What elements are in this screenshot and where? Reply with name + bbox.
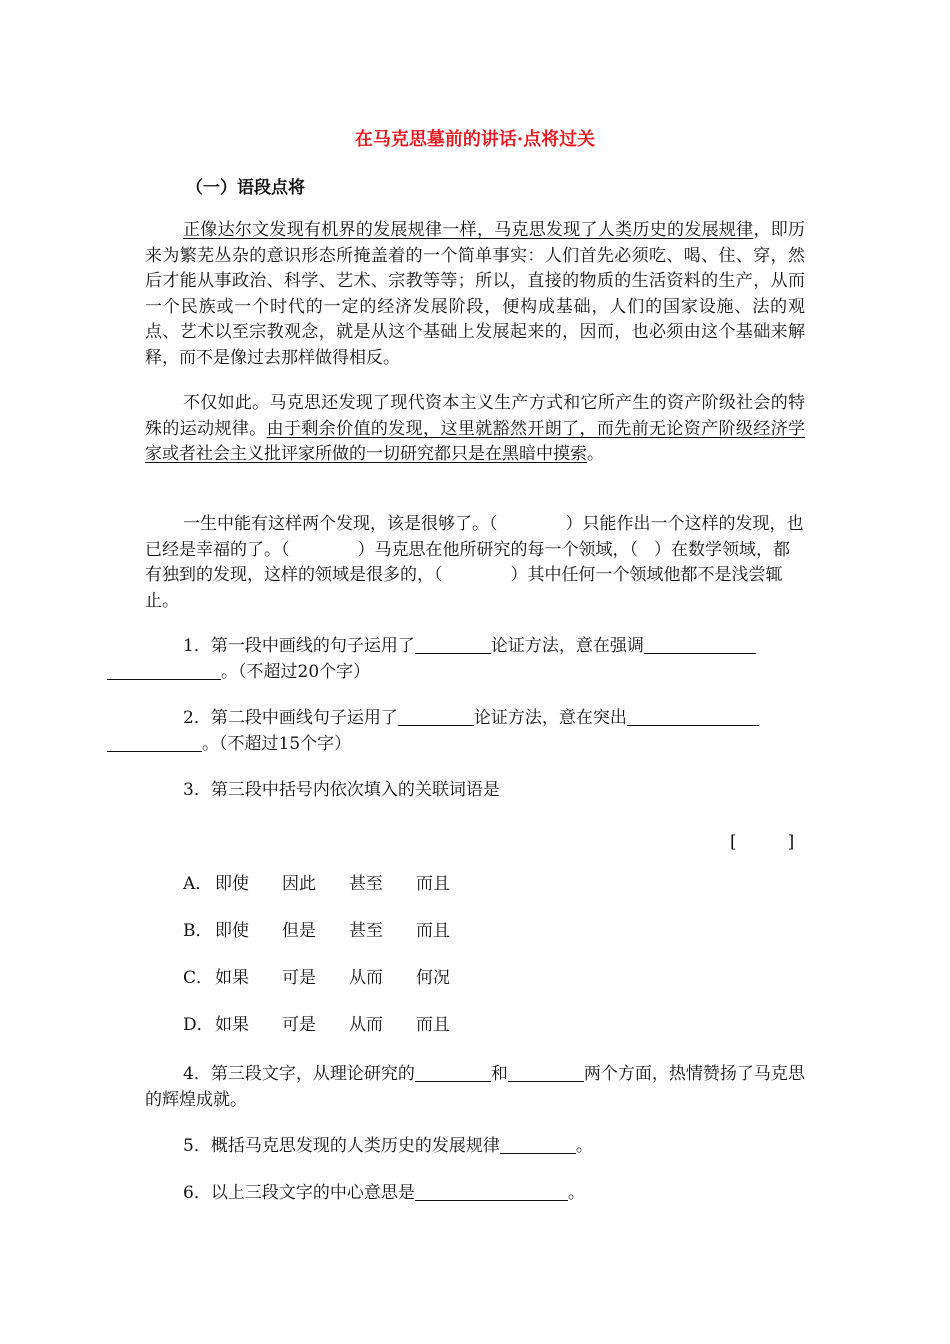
option-c[interactable] [183,966,483,991]
question-4-text: 4．第三段文字，从理论研究的 [183,1064,415,1084]
question-5 [145,1134,805,1160]
option-word: 可是 [282,1015,316,1035]
question-2-text: 2．第二段中画线句子运用了 [183,708,398,728]
paragraph-2-end: 。 [587,444,604,464]
option-word: 如果 [215,968,249,988]
answer-blank[interactable] [415,1182,568,1201]
question-1-text: 论证方法，意在强调 [490,636,644,656]
answer-blank[interactable] [107,733,202,752]
option-d[interactable] [183,1013,483,1038]
option-word: 即使 [215,921,249,941]
answer-blank[interactable] [107,661,221,680]
option-a[interactable] [183,872,483,897]
question-5-text: 5．概括马克思发现的人类历史的发展规律 [183,1136,500,1156]
answer-blank[interactable] [415,1063,491,1082]
option-word: 而且 [416,1015,450,1035]
question-1-text: 。（不超过20个字） [221,661,371,682]
option-letter: C． [183,968,214,988]
paragraph-3-part: ）只能作出一个这样的发现，也已经是幸福的了。（ [145,514,804,560]
question-4 [145,1062,805,1113]
document-title: 在马克思墓前的讲话·点将过关 [354,129,596,150]
option-word: 而且 [416,874,450,894]
answer-blank[interactable] [398,707,474,726]
question-1-text: 1．第一段中画线的句子运用了 [183,636,415,656]
paragraph-1 [145,218,805,371]
answer-blank[interactable] [415,635,491,654]
underlined-sentence-2: 由于剩余价值的发现，这里就豁然开朗了，而先前无论资产阶级经济学家或者社会主义批评家所做的一切研究都只是在黑暗中摸索 [145,418,806,464]
paragraph-2 [145,391,805,468]
option-word: 可是 [282,968,316,988]
question-5-text: 。 [575,1136,593,1156]
option-word: 但是 [282,921,316,941]
question-4-text: 和 [490,1064,508,1084]
answer-bracket[interactable]: [ ] [730,832,795,852]
question-6 [145,1181,805,1207]
option-word: 从而 [349,1015,383,1035]
option-word: 即使 [215,874,249,894]
answer-blank[interactable] [644,635,756,654]
option-b[interactable] [183,919,483,944]
answer-blank[interactable] [500,1135,576,1154]
option-word: 而且 [416,921,450,941]
option-letter: D． [183,1015,214,1035]
question-6-text: 。 [567,1183,585,1203]
section-heading: （一）语段点将 [186,178,305,198]
option-letter: B． [183,921,213,941]
paragraph-3-part: ）马克思在他所研究的每一个领域，（ [357,539,638,560]
answer-blank[interactable] [508,1063,584,1082]
question-6-text: 6．以上三段文字的中心意思是 [183,1183,415,1203]
option-word: 从而 [349,968,383,988]
option-word: 甚至 [349,921,383,941]
answer-blank[interactable] [627,707,759,726]
question-4-text: 两个方面，热情赞扬了马克思的辉煌成就。 [145,1064,805,1110]
question-1 [145,634,805,685]
paragraph-2-text: 不仅如此。马克思还发现了现代资本主义生产方式和它所产生的资产阶级社会的特殊的运动规律。 [145,393,805,439]
paragraph-3 [145,512,805,614]
paragraph-1-text: ，即历来为繁芜丛杂的意识形态所掩盖着的一个简单事实：人们首先必须吃、喝、住、穿，然后才能从事政治、科学、艺术、宗教等等；所以，直接的物质的生活资料的生产，从而一个民族或一个时代的一定的经济发展阶段，便构成基础，人们的国家设施、法的观点、艺术以至宗教观念，就是从这个基础上发展起来的，因而，也必须由这个基础来解释，而不是像过去那样做得相反。 [145,220,806,368]
option-word: 甚至 [349,874,383,894]
option-word: 如果 [215,1015,249,1035]
paragraph-3-part: ）其中任何一个领域他都不是浅尝辄止。 [145,565,783,611]
option-letter: A． [183,874,213,894]
option-word: 因此 [282,874,316,894]
question-3-text: 3．第三段中括号内依次填入的关联词语是 [183,780,500,800]
paragraph-3-part: ）在数学领域，都有独到的发现，这样的领域是很多的，（ [145,539,790,585]
question-2 [145,706,805,757]
question-2-text: 论证方法，意在突出 [473,708,627,728]
underlined-sentence-1: 正像达尔文发现有机界的发展规律一样，马克思发现了人类历史的发展规律 [183,220,754,240]
question-2-text: 。（不超过15个字） [202,733,352,754]
paragraph-3-part: 一生中能有这样两个发现，该是很够了。（ [183,514,498,534]
option-word: 何况 [416,968,450,988]
question-3 [145,778,805,804]
